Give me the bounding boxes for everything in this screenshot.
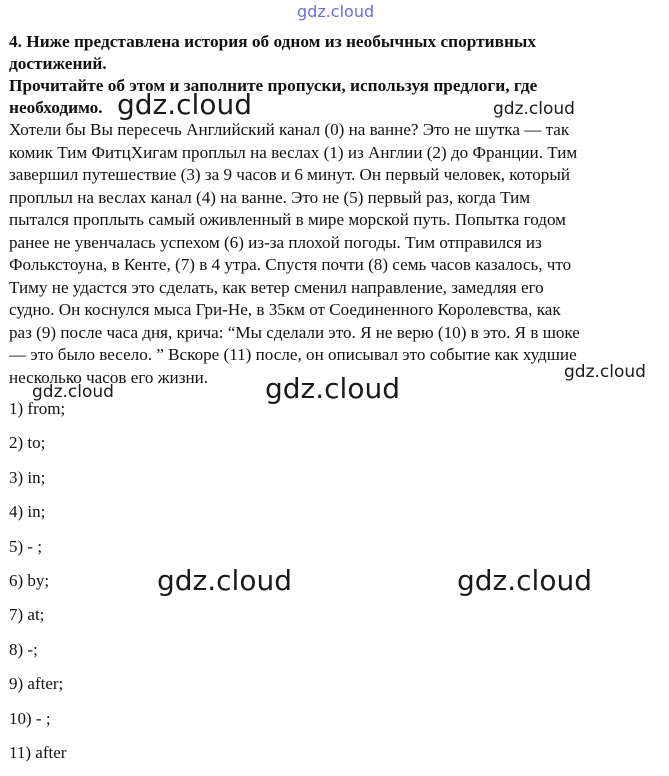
answer-item: 10) - ; (9, 708, 51, 728)
watermark: gdz.cloud (493, 99, 575, 119)
story-line: Фолькстоуна, в Кенте, (7) в 4 утра. Спустя почти (8) семь часов казалось, что (9, 255, 572, 274)
answer-item: 3) in; (9, 467, 46, 487)
story-line: — это было весело. ” Вскоре (11) после, он описывал это событие как худшие (9, 345, 577, 364)
answer-item: 1) from; (9, 399, 66, 418)
story-line: раз (9) после часа дня, крича: “Мы сделали это. Я не верю (10) в это. Я в шоке (9, 322, 580, 342)
story-line: пытался проплыть самый оживленный в мире морской путь. Попытка годом (9, 210, 566, 229)
watermark: gdz.cloud (564, 362, 646, 382)
answer-item: 8) -; (9, 639, 38, 659)
story-line: ранее не увенчалась успехом (6) из-за плохой погоды. Тим отправился из (9, 232, 542, 252)
story-line: Тиму не удастся это сделать, как ветер сменил направление, замедляя его (9, 277, 544, 297)
answer-item: 2) to; (9, 433, 46, 453)
answer-item: 7) at; (9, 605, 45, 625)
watermark: gdz.cloud (157, 564, 292, 597)
story-line: несколько часов его жизни. (9, 367, 209, 387)
watermark: gdz.cloud (265, 372, 400, 405)
task-title-line: достижений. (9, 54, 107, 73)
answer-item: 6) by; (9, 570, 50, 590)
watermark-top[interactable]: gdz.cloud (297, 2, 375, 21)
task-title-line: 4. Ниже представлена история об одном из необычных спортивных (9, 32, 537, 51)
answer-item: 4) in; (9, 502, 46, 522)
watermark: gdz.cloud (457, 564, 592, 597)
story-line: судно. Он коснулся мыса Гри-Не, в 35км от Соединенного Королевства, как (9, 300, 561, 319)
story-line: проплыл на веслах канал (4) на ванне. Это не (5) первый раз, когда Тим (9, 187, 531, 207)
story-line: Хотели бы Вы пересечь Английский канал (0) на ванне? Это не шутка — так (9, 120, 570, 139)
answer-item: 9) after; (9, 674, 64, 694)
watermark: gdz.cloud (32, 382, 114, 402)
story-line: завершил путешествие (3) за 9 часов и 6 минут. Он первый человек, который (9, 165, 570, 184)
answer-item: 11) after (9, 742, 67, 762)
task-title-line: необходимо. (9, 98, 103, 117)
task-title-line: Прочитайте об этом и заполните пропуски, используя предлоги, где (9, 76, 538, 95)
story-line: комик Тим ФитцХигам проплыл на веслах (1) из Англии (2) до Франции. Тим (9, 142, 578, 162)
story-text (9, 119, 661, 389)
answer-list (9, 398, 66, 776)
watermark: gdz.cloud (117, 88, 252, 121)
answer-item: 5) - ; (9, 536, 43, 556)
